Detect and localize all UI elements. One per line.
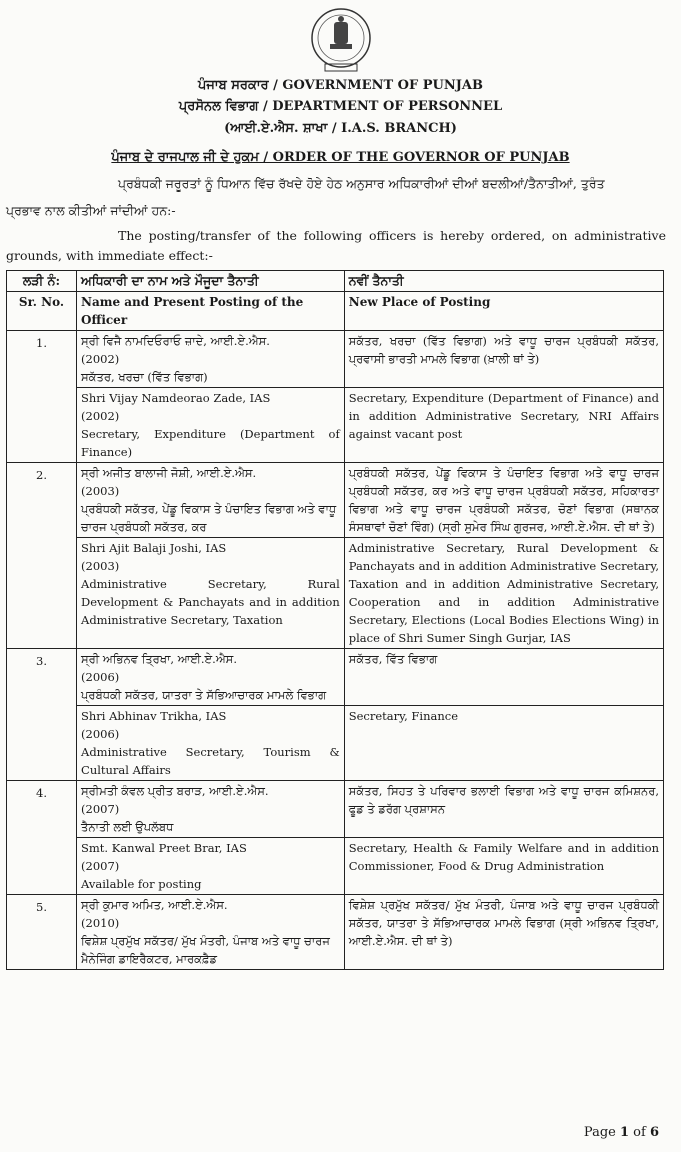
intro-punjabi-line1: ਪ੍ਰਬੰਧਕੀ ਜਰੂਰਤਾਂ ਨੂੰ ਧਿਆਨ ਵਿੱਚ ਰੱਖਦੇ ਹੋਏ ਹੇਠ ਅਨੁਸਾਰ ਅਧਿਕਾਰੀਆਂ ਦੀਆਂ ਬਦਲੀਆਂ/ਤੈਨਾਤੀਆਂ, ਤੁਰੰਤ [118, 176, 605, 191]
sr-no: 2. [7, 463, 77, 649]
officer-batch-pa: (2007) [81, 802, 120, 816]
table-row [7, 895, 664, 970]
header-officer-pa: ਅਧਿਕਾਰੀ ਦਾ ਨਾਮ ਅਤੇ ਮੌਜੂਦਾ ਤੈਨਾਤੀ [77, 271, 345, 292]
header-sr-en: Sr. No. [7, 292, 77, 331]
page-of: of [633, 1125, 646, 1140]
officer-batch-pa: (2010) [81, 916, 120, 930]
order-title: ਪੰਜਾਬ ਦੇ ਰਾਜਪਾਲ ਜੀ ਦੇ ਹੁਕਮ / ORDER OF THE GOVERNOR OF PUNJAB [111, 150, 570, 165]
officer-name-en: Shri Abhinav Trikha, IAS [81, 709, 227, 723]
officer-english [77, 838, 345, 895]
officer-punjabi [77, 895, 345, 970]
header-branch: (ਆਈ.ਏ.ਐਸ. ਸ਼ਾਖਾ / I.A.S. BRANCH) [224, 121, 457, 136]
officer-post-en: Available for posting [81, 877, 202, 891]
officer-punjabi [77, 649, 345, 706]
postings-table [6, 270, 664, 970]
table-header-english [7, 292, 664, 331]
officer-english [77, 388, 345, 463]
punjab-emblem-icon [305, 6, 377, 74]
officer-batch-pa: (2002) [81, 352, 120, 366]
table-header-punjabi [7, 271, 664, 292]
officer-name-en: Shri Ajit Balaji Joshi, IAS [81, 541, 227, 555]
officer-batch-en: (2006) [81, 727, 120, 741]
officer-post-en: Secretary, Expenditure (Department of Finance) [81, 427, 340, 459]
officer-punjabi [77, 331, 345, 388]
officer-english [77, 538, 345, 649]
table-row [7, 538, 664, 649]
new-post-pa: ਸਕੱਤਰ, ਵਿੱਤ ਵਿਭਾਗ [344, 649, 663, 706]
officer-batch-en: (2003) [81, 559, 120, 573]
officer-post-pa: ਪ੍ਰਬੰਧਕੀ ਸਕੱਤਰ, ਪੇਂਡੂ ਵਿਕਾਸ ਤੇ ਪੰਚਾਇਤ ਵਿਭਾਗ ਅਤੇ ਵਾਧੂ ਚਾਰਜ ਪ੍ਰਬੰਧਕੀ ਸਕੱਤਰ, ਕਰ [81, 502, 337, 534]
header-government: ਪੰਜਾਬ ਸਰਕਾਰ / GOVERNMENT OF PUNJAB [198, 78, 483, 93]
page-current: 1 [619, 1125, 630, 1140]
officer-punjabi [77, 463, 345, 538]
table-row [7, 388, 664, 463]
officer-post-pa: ਪ੍ਰਬੰਧਕੀ ਸਕੱਤਰ, ਯਾਤਰਾ ਤੇ ਸੱਭਿਆਚਾਰਕ ਮਾਮਲੇ ਵਿਭਾਗ [81, 688, 327, 702]
header-officer-en: Name and Present Posting of the Officer [77, 292, 345, 331]
table-row [7, 649, 664, 706]
header-sr-pa: ਲੜੀ ਨੰ: [7, 271, 77, 292]
new-post-en: Administrative Secretary, Rural Development & Panchayats and in addition Administrative Secretary, Taxation and in addition Administrative Secretary, Cooperation and in addition Administrative Secretary, Elections (Local Bodies Elections Wing) in place of Shri Sumer Singh Gurjar, IAS [344, 538, 663, 649]
header-department: ਪ੍ਰਸੋਨਲ ਵਿਭਾਗ / DEPARTMENT OF PERSONNEL [178, 99, 503, 114]
officer-post-pa: ਵਿਸ਼ੇਸ਼ ਪ੍ਰਮੁੱਖ ਸਕੱਤਰ/ ਮੁੱਖ ਮੰਤਰੀ, ਪੰਜਾਬ ਅਤੇ ਵਾਧੂ ਚਾਰਜ ਮੈਨੇਜਿੰਗ ਡਾਇਰੈਕਟਰ, ਮਾਰਕਫ਼ੈਡ [81, 934, 330, 966]
officer-punjabi [77, 781, 345, 838]
sr-no: 3. [7, 649, 77, 781]
header-new-post-pa: ਨਵੀਂ ਤੈਨਾਤੀ [344, 271, 663, 292]
new-post-pa: ਸਕੱਤਰ, ਖਰਚਾ (ਵਿੱਤ ਵਿਭਾਗ) ਅਤੇ ਵਾਧੂ ਚਾਰਜ ਪ੍ਰਬੰਧਕੀ ਸਕੱਤਰ, ਪ੍ਰਵਾਸੀ ਭਾਰਤੀ ਮਾਮਲੇ ਵਿਭਾਗ (ਖ਼ਾਲੀ ਥਾਂ ਤੇ) [344, 331, 663, 388]
table-row [7, 838, 664, 895]
officer-english [77, 706, 345, 781]
officer-name-pa: ਸ੍ਰੀ ਅਜੀਤ ਬਾਲਾਜੀ ਜੋਸ਼ੀ, ਆਈ.ਏ.ਐਸ. [81, 466, 257, 480]
table-row [7, 331, 664, 388]
officer-batch-pa: (2003) [81, 484, 120, 498]
officer-name-pa: ਸ੍ਰੀਮਤੀ ਕੰਵਲ ਪ੍ਰੀਤ ਬਰਾੜ, ਆਈ.ਏ.ਐਸ. [81, 784, 269, 798]
table-row [7, 706, 664, 781]
page-total: 6 [649, 1125, 659, 1140]
new-post-pa: ਸਕੱਤਰ, ਸਿਹਤ ਤੇ ਪਰਿਵਾਰ ਭਲਾਈ ਵਿਭਾਗ ਅਤੇ ਵਾਧੂ ਚਾਰਜ ਕਮਿਸ਼ਨਰ, ਫੂਡ ਤੇ ਡਰੱਗ ਪ੍ਰਸ਼ਾਸਨ [344, 781, 663, 838]
officer-name-pa: ਸ੍ਰੀ ਵਿਜੈ ਨਾਮਦਿਓਰਾਓ ਜ਼ਾਦੇ, ਆਈ.ਏ.ਐਸ. [81, 334, 270, 348]
officer-name-pa: ਸ੍ਰੀ ਅਭਿਨਵ ਤ੍ਰਿਖਾ, ਆਈ.ਏ.ਐਸ. [81, 652, 238, 666]
sr-no: 1. [7, 331, 77, 463]
table-row [7, 781, 664, 838]
new-post-en: Secretary, Expenditure (Department of Finance) and in addition Administrative Secretary, NRI Affairs against vacant post [344, 388, 663, 463]
header-new-post-en: New Place of Posting [344, 292, 663, 331]
intro-punjabi-line2: ਪ੍ਰਭਾਵ ਨਾਲ ਕੀਤੀਆਂ ਜਾਂਦੀਆਂ ਹਨ:- [6, 203, 176, 218]
officer-name-pa: ਸ੍ਰੀ ਕੁਮਾਰ ਅਮਿਤ, ਆਈ.ਏ.ਐਸ. [81, 898, 228, 912]
officer-post-en: Administrative Secretary, Rural Development & Panchayats and in addition Administrative Secretary, Taxation [81, 577, 340, 627]
officer-batch-en: (2007) [81, 859, 120, 873]
officer-batch-pa: (2006) [81, 670, 120, 684]
officer-name-en: Smt. Kanwal Preet Brar, IAS [81, 841, 247, 855]
sr-no: 4. [7, 781, 77, 895]
sr-no: 5. [7, 895, 77, 970]
officer-post-pa: ਸਕੱਤਰ, ਖਰਚਾ (ਵਿੱਤ ਵਿਭਾਗ) [81, 370, 208, 384]
new-post-en: Secretary, Finance [344, 706, 663, 781]
officer-name-en: Shri Vijay Namdeorao Zade, IAS [81, 391, 271, 405]
officer-post-en: Administrative Secretary, Tourism & Cultural Affairs [81, 745, 340, 777]
new-post-pa: ਵਿਸ਼ੇਸ਼ ਪ੍ਰਮੁੱਖ ਸਕੱਤਰ/ ਮੁੱਖ ਮੰਤਰੀ, ਪੰਜਾਬ ਅਤੇ ਵਾਧੂ ਚਾਰਜ ਪ੍ਰਬੰਧਕੀ ਸਕੱਤਰ, ਯਾਤਰਾ ਤੇ ਸੱਭਿਆਚਾਰਕ ਮਾਮਲੇ ਵਿਭਾਗ (ਸ੍ਰੀ ਅਭਿਨਵ ਤ੍ਰਿਖਾ, ਆਈ.ਏ.ਐਸ. ਦੀ ਥਾਂ ਤੇ) [344, 895, 663, 970]
intro-english: The posting/transfer of the following officers is hereby ordered, on administrative grounds, with immediate effect:- [6, 228, 666, 263]
page-number [584, 1125, 659, 1140]
new-post-pa: ਪ੍ਰਬੰਧਕੀ ਸਕੱਤਰ, ਪੇਂਡੂ ਵਿਕਾਸ ਤੇ ਪੰਚਾਇਤ ਵਿਭਾਗ ਅਤੇ ਵਾਧੂ ਚਾਰਜ ਪ੍ਰਬੰਧਕੀ ਸਕੱਤਰ, ਕਰ ਅਤੇ ਵਾਧੂ ਚਾਰਜ ਪ੍ਰਬੰਧਕੀ ਸਕੱਤਰ, ਸਹਿਕਾਰਤਾ ਵਿਭਾਗ ਅਤੇ ਵਾਧੂ ਚਾਰਜ ਪ੍ਰਬੰਧਕੀ ਸਕੱਤਰ, ਚੋਣਾਂ ਵਿਭਾਗ (ਸਥਾਨਕ ਸੰਸਥਾਵਾਂ ਚੋਣਾਂ ਵਿੰਗ) (ਸ੍ਰੀ ਸੁਮੇਰ ਸਿੰਘ ਗੁਰਜਰ, ਆਈ.ਏ.ਐਸ. ਦੀ ਥਾਂ ਤੇ) [344, 463, 663, 538]
new-post-en: Secretary, Health & Family Welfare and in addition Commissioner, Food & Drug Administration [344, 838, 663, 895]
table-row [7, 463, 664, 538]
page-prefix: Page [583, 1125, 616, 1140]
officer-post-pa: ਤੈਨਾਤੀ ਲਈ ਉਪਲੱਬਧ [81, 820, 174, 834]
officer-batch-en: (2002) [81, 409, 120, 423]
